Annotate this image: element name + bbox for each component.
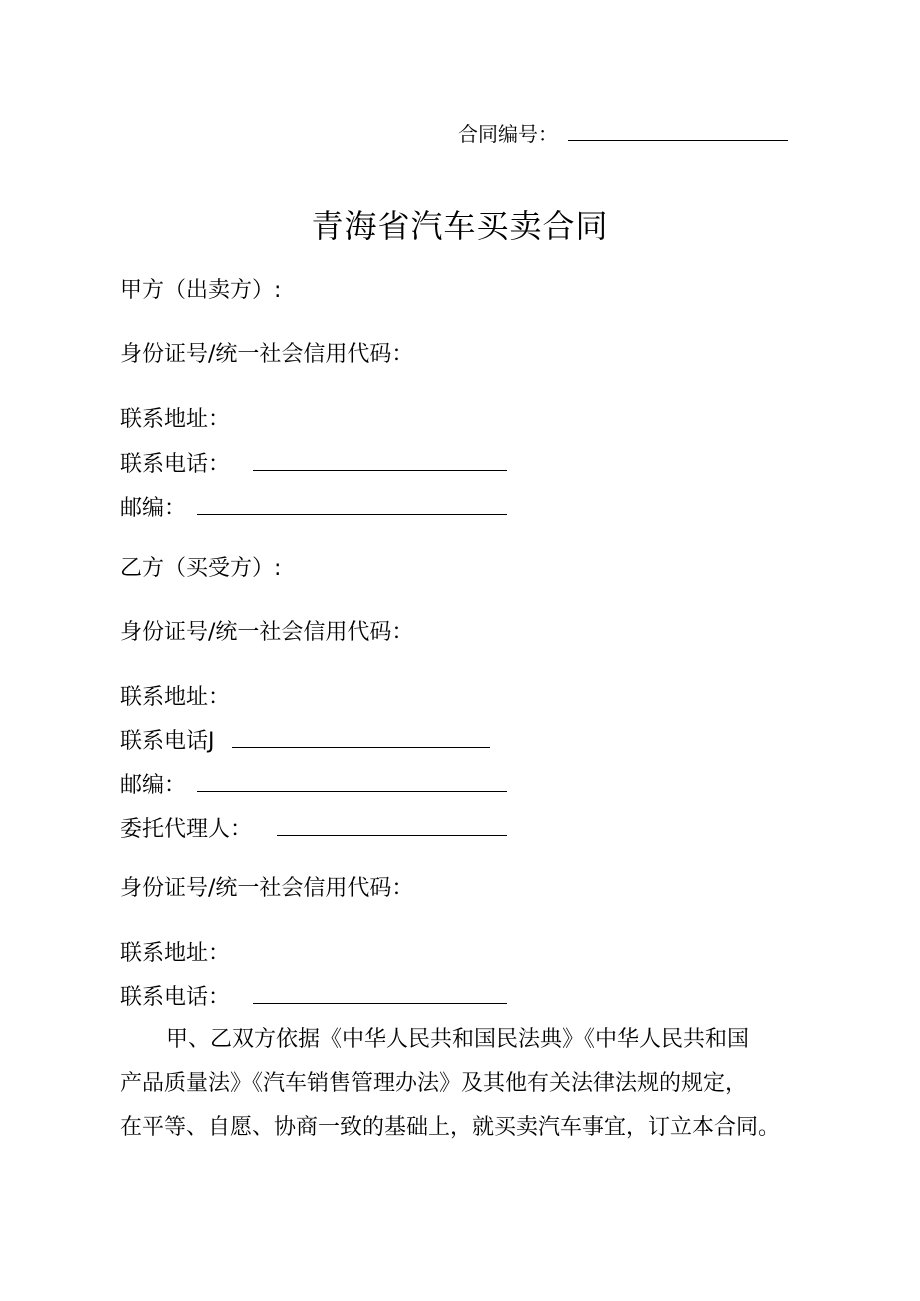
party-b-agent-blank[interactable] bbox=[277, 817, 507, 836]
preamble-line-2: 产品质量法》《汽车销售管理办法》及其他有关法律法规的规定， bbox=[120, 1071, 748, 1096]
party-a-postcode-blank[interactable] bbox=[197, 496, 507, 515]
party-b-agent-row bbox=[120, 815, 507, 845]
party-b-phone-blank[interactable] bbox=[232, 729, 490, 748]
agent-phone-row bbox=[120, 983, 507, 1013]
contract-number-label: 合同编号： bbox=[458, 122, 558, 146]
contract-number-row bbox=[458, 120, 788, 148]
agent-phone-blank[interactable] bbox=[253, 985, 507, 1004]
party-b-id-label: 身份证号/统一社会信用代码： bbox=[120, 620, 414, 645]
party-b-address-label: 联系地址： bbox=[120, 685, 231, 710]
party-a-phone-row bbox=[120, 450, 507, 480]
agent-phone-label: 联系电话： bbox=[120, 985, 231, 1010]
party-b-postcode-blank[interactable] bbox=[197, 773, 507, 792]
preamble-line-1: 甲、乙双方依据《中华人民共和国民法典》《中华人民共和国 bbox=[166, 1027, 750, 1052]
page-title: 青海省汽车买卖合同 bbox=[311, 207, 609, 245]
party-a-postcode-row bbox=[120, 494, 507, 524]
agent-address-label: 联系地址： bbox=[120, 941, 231, 966]
party-a-heading: 甲方（出卖方）: bbox=[120, 278, 282, 303]
party-b-phone-label: 联系电话J bbox=[120, 729, 215, 754]
agent-id-label: 身份证号/统一社会信用代码： bbox=[120, 876, 414, 901]
party-b-agent-label: 委托代理人： bbox=[120, 817, 253, 842]
party-b-postcode-label: 邮编： bbox=[120, 773, 187, 798]
party-a-phone-blank[interactable] bbox=[253, 452, 507, 471]
party-a-id-label: 身份证号/统一社会信用代码： bbox=[120, 342, 414, 367]
party-a-postcode-label: 邮编： bbox=[120, 496, 187, 521]
preamble-line-3: 在平等、自愿、协商一致的基础上，就买卖汽车事宜，订立本合同。 bbox=[120, 1115, 781, 1140]
party-b-postcode-row bbox=[120, 771, 507, 801]
party-a-address-label: 联系地址： bbox=[120, 407, 231, 432]
party-a-phone-label: 联系电话： bbox=[120, 452, 231, 477]
contract-number-blank[interactable] bbox=[568, 122, 788, 141]
party-b-phone-row bbox=[120, 727, 490, 757]
party-b-heading: 乙方（买受方）: bbox=[120, 556, 282, 581]
